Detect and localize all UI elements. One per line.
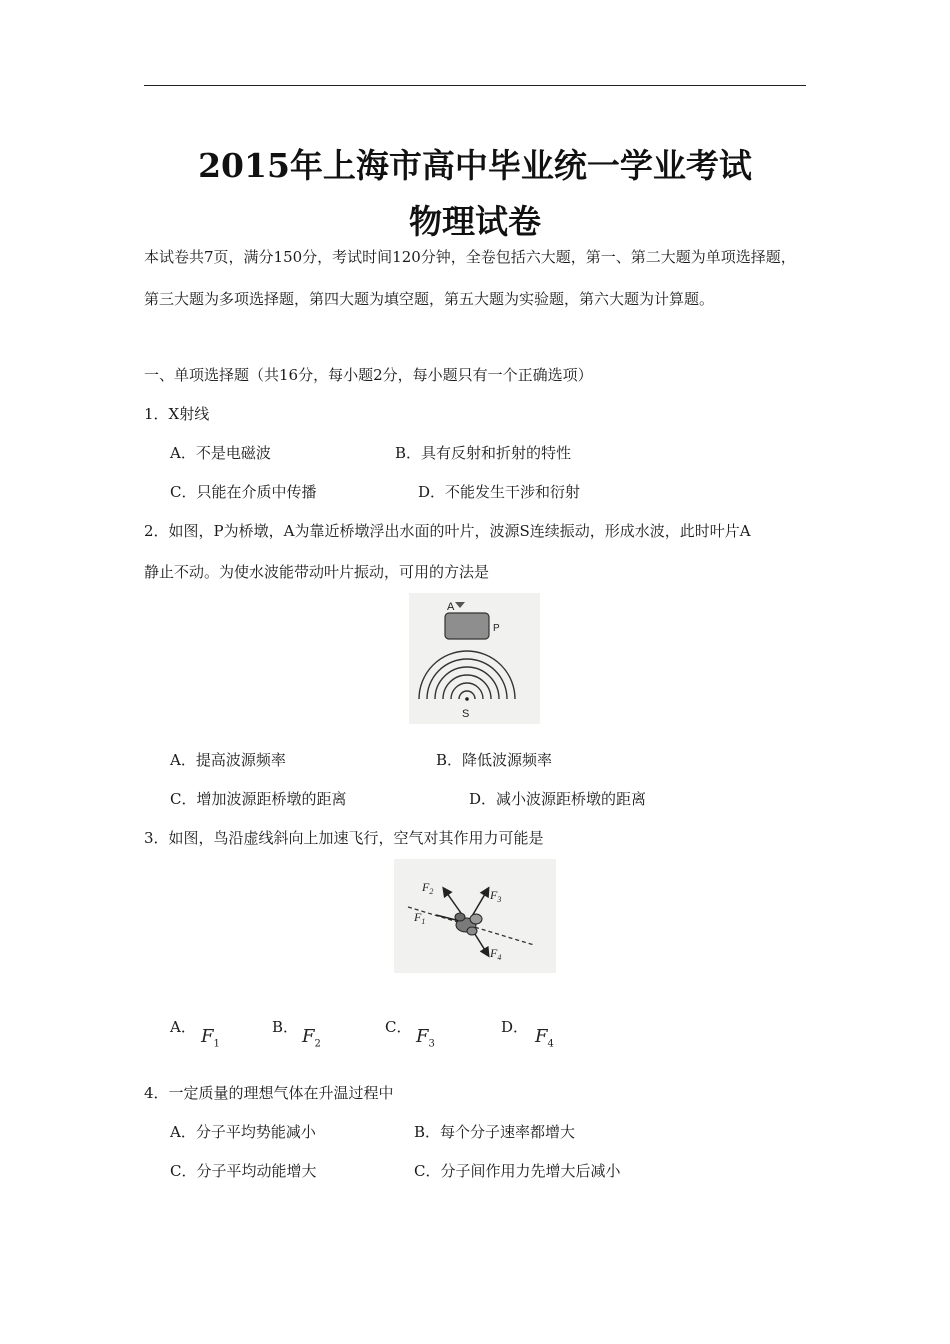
intro-line-2: 第三大题为多项选择题，第四大题为填空题，第五大题为实验题，第六大题为计算题。 <box>144 290 715 308</box>
q2-stem-line-1: 2．如图，P为桥墩，A为靠近桥墩浮出水面的叶片，波源S连续振动，形成水波，此时叶片A <box>144 522 751 540</box>
q3-option-d: D． <box>501 1018 529 1036</box>
q3-stem: 3．如图，鸟沿虚线斜向上加速飞行，空气对其作用力可能是 <box>144 829 544 847</box>
label-s: S <box>462 708 470 720</box>
label-a: A <box>447 601 455 613</box>
q3-force-diagram <box>394 859 556 973</box>
q3-option-a-value: $F_1$ <box>201 1026 220 1050</box>
pier-block <box>445 613 489 639</box>
q3-force-figure <box>394 859 556 973</box>
header-rule <box>144 85 806 86</box>
q3-option-a: A． <box>170 1018 196 1036</box>
label-f1: $F_1$ <box>414 910 426 926</box>
q3-option-d-value: $F_4$ <box>535 1026 554 1050</box>
exam-subtitle: 物理试卷 <box>409 202 541 241</box>
label-f4: $F_4$ <box>490 946 502 962</box>
q1-option-b: B．具有反射和折射的特性 <box>395 444 572 462</box>
bird-icon <box>455 913 482 935</box>
q1-option-d: D．不能发生干涉和衍射 <box>418 483 581 501</box>
q4-option-d: C．分子间作用力先增大后减小 <box>414 1162 621 1180</box>
label-f2: $F_2$ <box>422 880 434 896</box>
q2-option-d: D．减小波源距桥墩的距离 <box>469 790 647 808</box>
label-p: P <box>493 623 500 634</box>
q3-option-c-value: $F_3$ <box>416 1026 435 1050</box>
intro-line-1: 本试卷共7页，满分150分，考试时间120分钟，全卷包括六大题，第一、第二大题为单项选择题， <box>144 248 796 266</box>
q3-option-c: C． <box>385 1018 412 1036</box>
label-f3: $F_3$ <box>490 888 502 904</box>
q2-option-b: B．降低波源频率 <box>436 751 553 769</box>
q1-stem: 1．X射线 <box>144 405 210 423</box>
leaf-marker <box>455 602 465 608</box>
exam-title: 2015年上海市高中毕业统一学业考试 <box>198 146 752 185</box>
q1-option-a: A．不是电磁波 <box>170 444 271 462</box>
q2-wave-diagram <box>409 593 540 724</box>
q2-option-a: A．提高波源频率 <box>170 751 286 769</box>
q3-option-b-value: $F_2$ <box>302 1026 321 1050</box>
q4-option-a: A．分子平均势能减小 <box>170 1123 316 1141</box>
q2-stem-line-2: 静止不动。为使水波能带动叶片振动，可用的方法是 <box>144 563 490 581</box>
wave-arcs <box>419 651 515 699</box>
wave-source-dot <box>465 697 469 701</box>
q4-stem: 4．一定质量的理想气体在升温过程中 <box>144 1084 394 1102</box>
q2-wave-figure <box>409 593 540 724</box>
q4-option-c: C．分子平均动能增大 <box>170 1162 317 1180</box>
section-heading: 一、单项选择题（共16分，每小题2分，每小题只有一个正确选项） <box>144 366 593 384</box>
q1-option-c: C．只能在介质中传播 <box>170 483 317 501</box>
q2-option-c: C．增加波源距桥墩的距离 <box>170 790 347 808</box>
q3-option-b: B． <box>272 1018 299 1036</box>
q4-option-b: B．每个分子速率都增大 <box>414 1123 576 1141</box>
